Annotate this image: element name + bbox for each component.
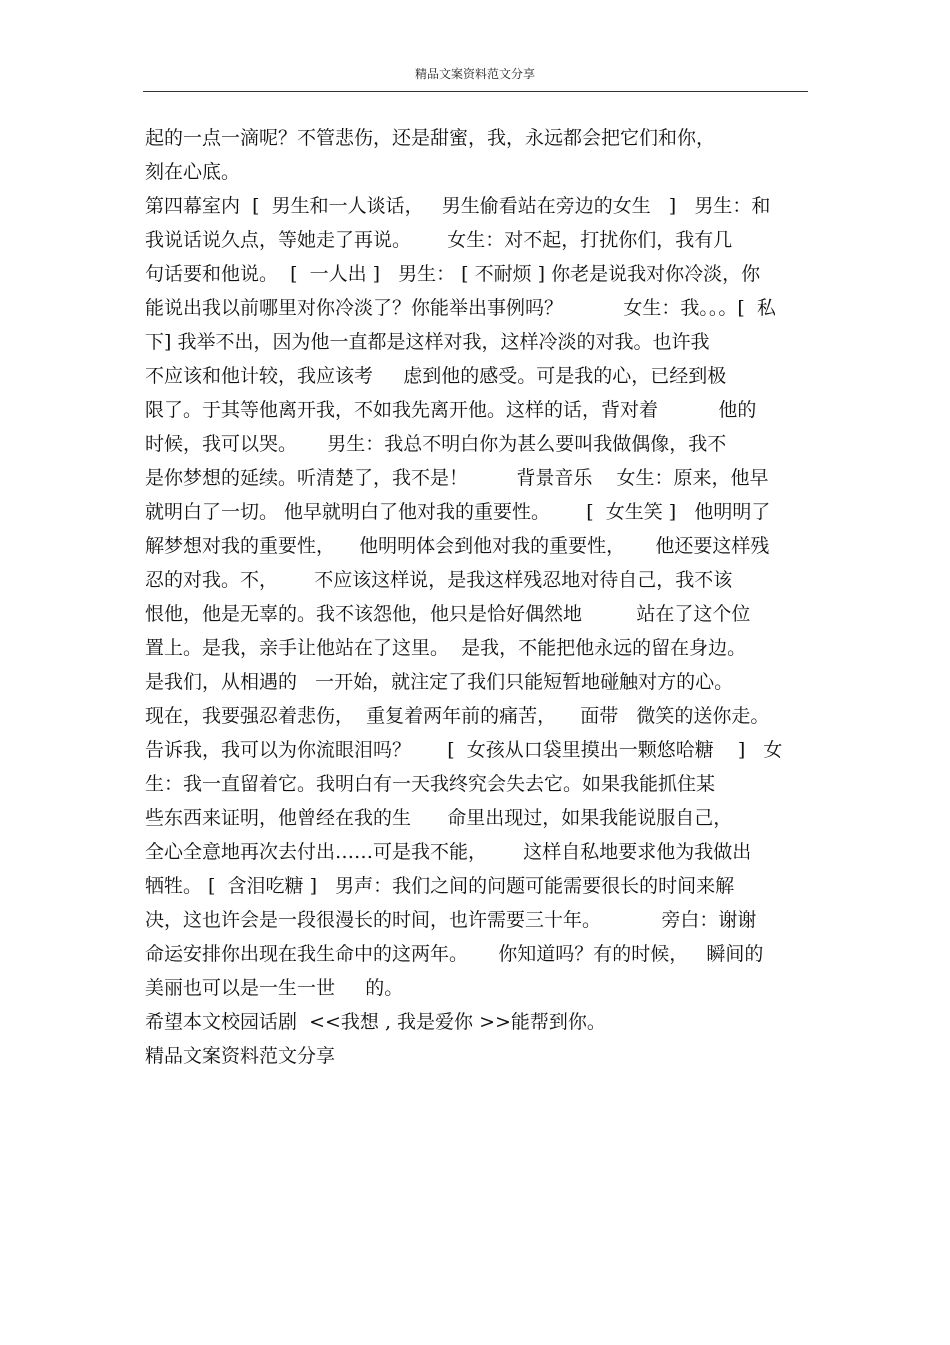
text-line: 限了。于其等他离开我，不如我先离开他。这样的话，背对着 他的	[145, 399, 757, 421]
page-header: 精品文案资料范文分享	[414, 67, 535, 81]
text-line: 第四幕室内 [ 男生和一人谈话， 男生偷看站在旁边的女生 ] 男生：和	[145, 195, 771, 217]
text-line: 恨他，他是无辜的。我不该怨他，他只是恰好偶然地 站在了这个位	[145, 603, 751, 625]
text-line: 全心全意地再次去付出……可是我不能， 这样自私地要求他为我做出	[145, 841, 752, 863]
text-line: 忍的对我。不， 不应该这样说，是我这样残忍地对待自己，我不该	[145, 569, 733, 591]
text-line: 时候，我可以哭。 男生：我总不明白你为甚么要叫我做偶像，我不	[145, 433, 727, 455]
header-divider	[143, 91, 808, 92]
text-line: 起的一点一滴呢？不管悲伤，还是甜蜜，我，永远都会把它们和你，	[145, 127, 716, 149]
text-line: 告诉我，我可以为你流眼泪吗？ [ 女孩从口袋里摸出一颗悠哈糖 ] 女	[145, 739, 783, 761]
text-line: 刻在心底。	[145, 161, 241, 183]
text-line: 下] 我举不出，因为他一直都是这样对我，这样冷淡的对我。也许我	[145, 331, 710, 353]
document-body	[145, 121, 810, 1073]
text-line: 美丽也可以是一生一世 的。	[145, 977, 404, 999]
footer-text: 精品文案资料范文分享	[145, 1045, 336, 1067]
text-line: 解梦想对我的重要性， 他明明体会到他对我的重要性， 他还要这样残	[145, 535, 770, 557]
text-line: 能说出我以前哪里对你冷淡了？你能举出事例吗？ 女生：我。。。[ 私	[145, 297, 776, 319]
text-line: 决，这也许会是一段很漫长的时间，也许需要三十年。 旁白：谢谢	[145, 909, 757, 931]
text-line: 牺牲。 [ 含泪吃糖 ] 男声：我们之间的问题可能需要很长的时间来解	[145, 875, 735, 897]
text-line: 现在，我要强忍着悲伤， 重复着两年前的痛苦， 面带 微笑的送你走。	[145, 705, 770, 727]
text-line: 就明白了一切。 他早就明白了他对我的重要性。 [ 女生笑 ] 他明明了	[145, 501, 771, 523]
text-line: 些东西来证明，他曾经在我的生 命里出现过，如果我能说服自己，	[145, 807, 733, 829]
text-line: 希望本文校园话剧 <<我想 , 我是爱你 >>能帮到你。	[145, 1011, 606, 1033]
text-line: 是我们，从相遇的 一开始，就注定了我们只能短暂地碰触对方的心。	[145, 671, 734, 693]
text-line: 生：我一直留着它。我明白有一天我终究会失去它。如果我能抓住某	[145, 773, 716, 795]
text-line: 句话要和他说。 [ 一人出 ] 男生： [ 不耐烦 ] 你老是说我对你冷淡，你	[145, 263, 761, 285]
text-line: 是你梦想的延续。听清楚了，我不是！ 背景音乐 女生：原来，他早	[145, 467, 769, 489]
text-line: 我说话说久点，等她走了再说。 女生：对不起，打扰你们，我有几	[145, 229, 733, 251]
text-line: 命运安排你出现在我生命中的这两年。 你知道吗？有的时候， 瞬间的	[145, 943, 764, 965]
text-line: 不应该和他计较，我应该考 虑到他的感受。可是我的心，已经到极	[145, 365, 727, 387]
text-line: 置上。是我，亲手让他站在了这里。 是我，不能把他永远的留在身边。	[145, 637, 747, 659]
